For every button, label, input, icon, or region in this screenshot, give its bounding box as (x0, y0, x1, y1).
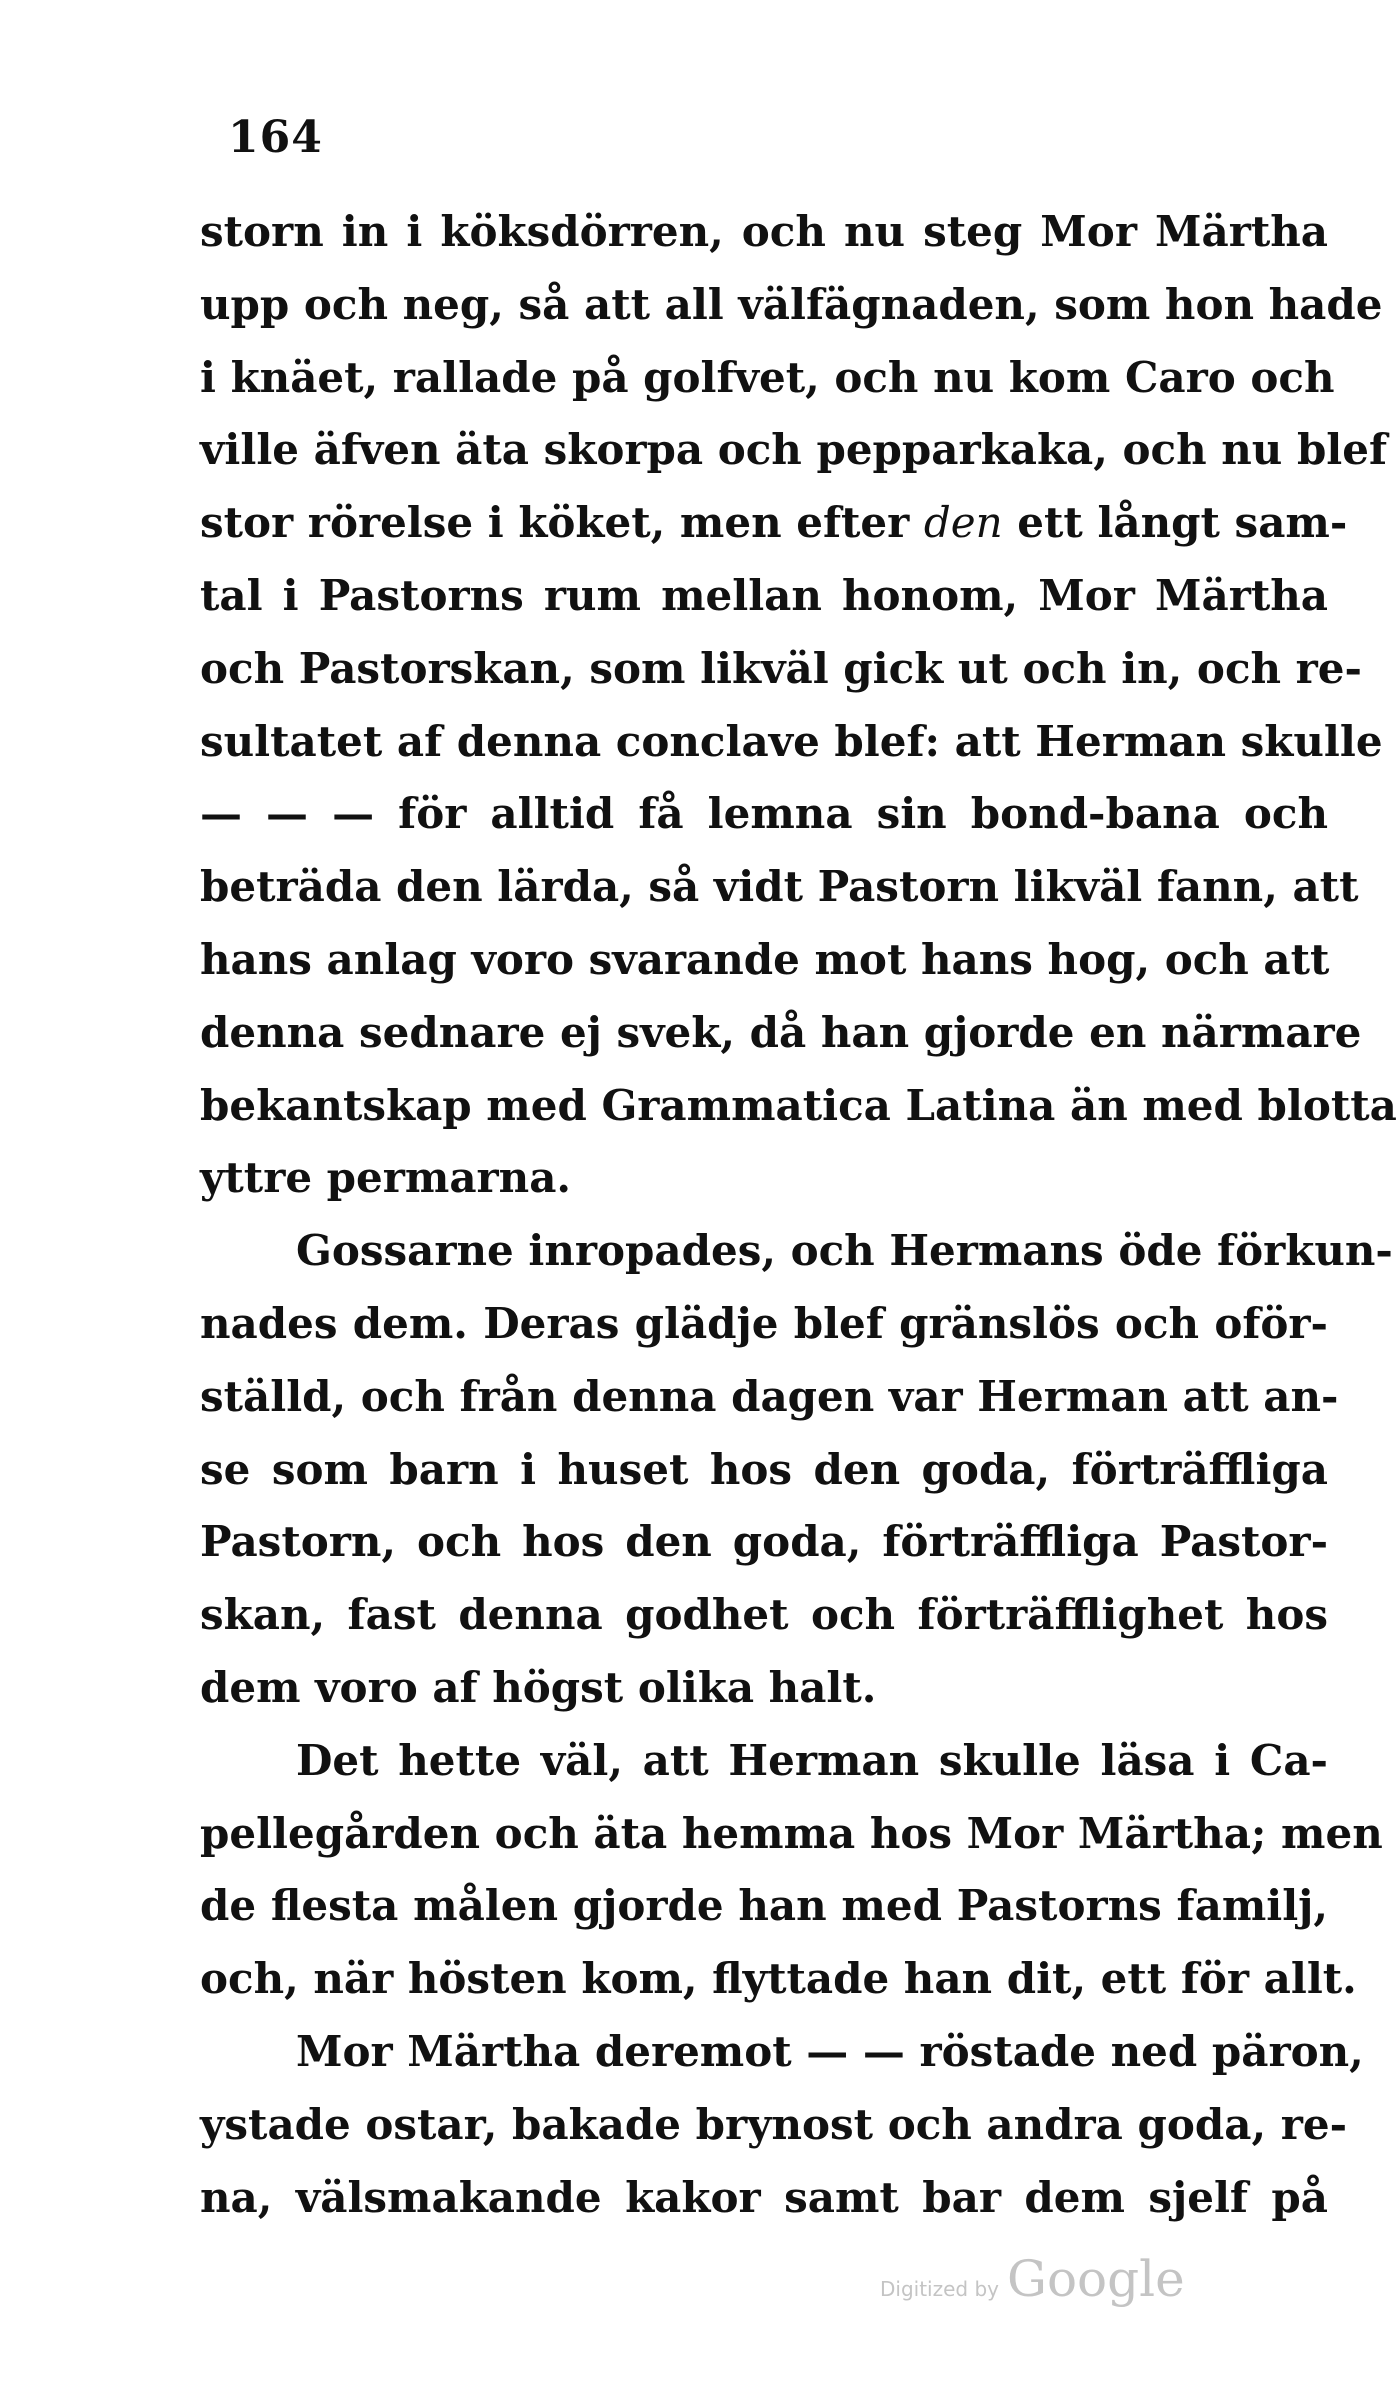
text-line: ställd, och från denna dagen var Herman att an- (200, 1371, 1339, 1421)
text-line: i knäet, rallade på golfvet, och nu kom Caro och (200, 352, 1335, 402)
text-line: dem voro af högst olika halt. (200, 1662, 877, 1712)
text-line (200, 487, 1348, 560)
text-line: nades dem. Deras glädje blef gränslös och oför- (200, 1298, 1328, 1348)
text-line: hans anlag voro svarande mot hans hog, och att (200, 934, 1330, 984)
text-line: na, välsmakande kakor samt bar dem sjelf på (200, 2172, 1328, 2222)
watermark-caption: Digitized by (880, 2277, 999, 2301)
text-line: Pastorn, och hos den goda, förträffliga Pastor- (200, 1517, 1328, 1567)
text-line: beträda den lärda, så vidt Pastorn likväl fann, att (200, 862, 1359, 912)
text-line: ystade ostar, bakade brynost och andra goda, re- (200, 2099, 1348, 2149)
text-line: skan, fast denna godhet och förträfflighet hos (200, 1590, 1328, 1640)
text-line: storn in i köksdörren, och nu steg Mor Märtha (200, 207, 1328, 256)
text-line: yttre permarna. (200, 1153, 572, 1203)
emphasized-word: den (923, 498, 1003, 548)
text-line: ville äfven äta skorpa och pepparkaka, och nu blef (200, 425, 1388, 475)
text-line: sultatet af denna conclave blef: att Herman skulle (200, 716, 1383, 766)
paragraph-start: Det hette väl, att Herman skulle läsa i Ca- (296, 1735, 1328, 1785)
text-segment: ett långt sam- (1002, 498, 1348, 548)
page-number: 164 (228, 112, 323, 163)
text-line: se som barn i huset hos den goda, förträffliga (200, 1444, 1328, 1494)
paragraph-start: Mor Märtha deremot — — röstade ned päron, (296, 2026, 1364, 2076)
text-line: och Pastorskan, som likväl gick ut och in, och re- (200, 643, 1362, 693)
digitized-by-google-watermark (880, 2250, 1185, 2308)
text-segment: stor rörelse i köket, men efter (200, 498, 924, 548)
text-line: och, när hösten kom, flyttade han dit, ett för allt. (200, 1954, 1357, 2004)
google-logo: Google (1007, 2250, 1185, 2308)
text-line: de flesta målen gjorde han med Pastorns familj, (200, 1881, 1328, 1931)
body-text (200, 196, 1397, 2234)
text-line: upp och neg, så att all välfägnaden, som hon hade (200, 279, 1383, 329)
text-line: pellegården och äta hemma hos Mor Märtha; men (200, 1808, 1383, 1858)
text-line: — — — för alltid få lemna sin bond-bana och (200, 789, 1328, 839)
text-line: tal i Pastorns rum mellan honom, Mor Märtha (200, 570, 1328, 620)
text-line: denna sednare ej svek, då han gjorde en närmare (200, 1007, 1362, 1057)
text-line: bekantskap med Grammatica Latina än med blotta (200, 1080, 1397, 1130)
paragraph-start: Gossarne inropades, och Hermans öde förkun- (296, 1226, 1393, 1276)
